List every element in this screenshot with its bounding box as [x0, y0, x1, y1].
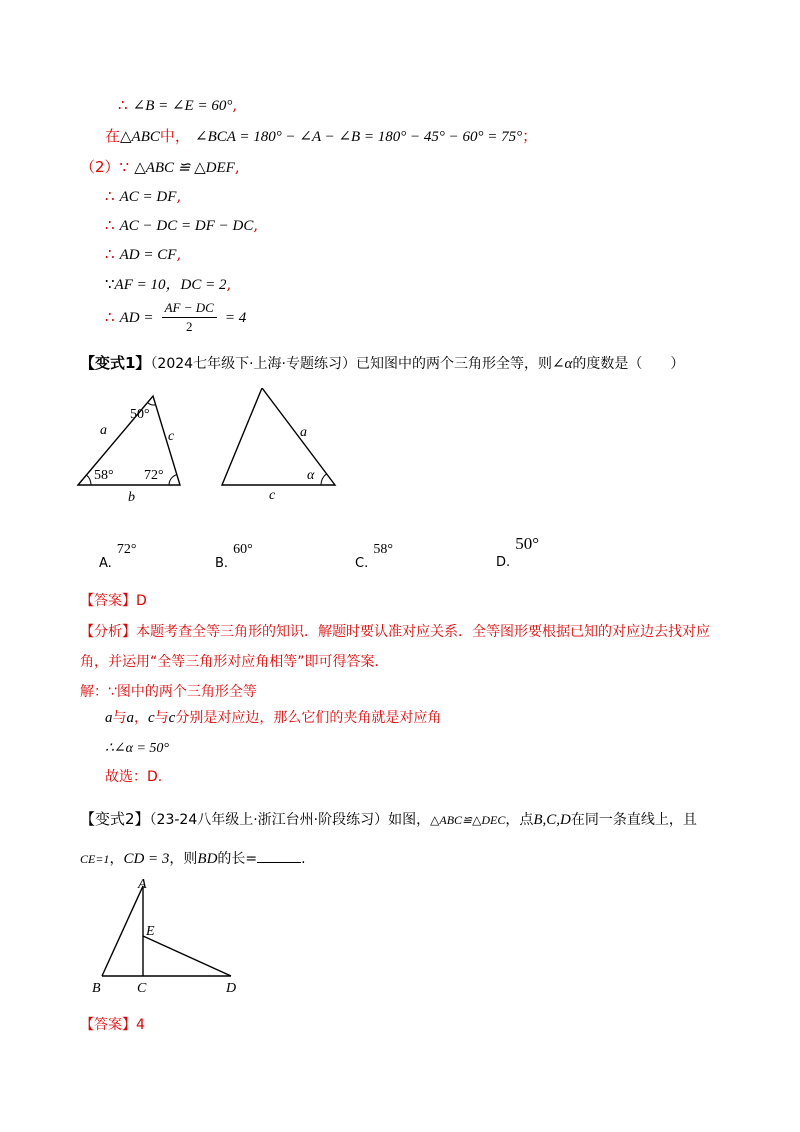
- left-angle-arc-58: [86, 475, 91, 485]
- solution-line-5: ∴ AC − DC = DF − DC,: [105, 216, 259, 234]
- variant2-question-line1: 【变式2】（23-24八年级上·浙江台州·阶段练习）如图，△ABC≌△DEC，点B,C,D在同一条直线上，且: [80, 810, 697, 828]
- variant1-solution-line4: 故选：D.: [105, 769, 163, 785]
- option-a[interactable]: $_{A.}$ 72°: [99, 542, 137, 571]
- right-side-c: c: [269, 488, 276, 503]
- label-50: 50°: [130, 407, 150, 422]
- variant1-analysis-line1: 【分析】本题考查全等三角形的知识．解题时要认准对应关系．全等图形要根据已知的对应边去找对应: [80, 624, 710, 640]
- solution-line-6: ∴ AD = CF,: [105, 245, 182, 263]
- left-side-a: a: [100, 423, 107, 438]
- point-B: B: [92, 981, 101, 996]
- option-c[interactable]: $_{C.}$ 58°: [355, 542, 393, 571]
- solution-line-7: ∵AF = 10，DC = 2,: [105, 275, 232, 293]
- solution-line-4: ∴ AC = DF,: [105, 187, 182, 205]
- variant1-question: 【变式1】（2024七年级下·上海·专题练习）已知图中的两个三角形全等，则∠α的度数是（ ）: [80, 354, 685, 372]
- line-AB: [102, 886, 143, 976]
- variant2-question-line2: CE=1，CD = 3，则BD的长= .: [80, 848, 306, 868]
- left-side-c: c: [168, 429, 175, 444]
- right-triangle: [222, 388, 335, 485]
- variant2-figure: [88, 872, 248, 997]
- answer-blank: [257, 848, 301, 863]
- variant2-answer: 【答案】4: [80, 1017, 145, 1033]
- variant1-solution-line2: a与a，c与c分别是对应边，那么它们的夹角就是对应角: [105, 710, 442, 726]
- variant1-solution-line3: ∴∠α = 50°: [105, 741, 170, 756]
- option-d[interactable]: $_{D.}$ 50°: [496, 534, 540, 570]
- solution-line-3: （2）∵ △ABC ≌ △DEF,: [80, 158, 240, 176]
- solution-line-1: ∴ ∠B = ∠E = 60°,: [118, 96, 238, 114]
- option-b[interactable]: $_{B.}$ 60°: [215, 542, 253, 571]
- solution-line-2: 在△ABC中， ∠BCA = 180° − ∠A − ∠B = 180° − 45° − 60° = 75°；: [105, 127, 538, 145]
- left-angle-arc-72: [169, 475, 177, 486]
- variant1-analysis-line2: 角，并运用“全等三角形对应角相等”即可得答案．: [80, 654, 389, 670]
- solution-line-8: ∴ AD = $\frac{AF - DC}{2}$ = 4: [105, 300, 247, 334]
- variant1-solution-line1: 解：∵图中的两个三角形全等: [80, 684, 257, 700]
- right-angle-arc-alpha: [321, 474, 327, 485]
- line-ED: [143, 936, 231, 976]
- label-58: 58°: [94, 468, 114, 483]
- left-side-b: b: [128, 490, 135, 503]
- fraction: $\frac{AF - DC}{2}$: [162, 300, 217, 335]
- variant1-figure: [70, 388, 350, 503]
- point-A: A: [138, 877, 147, 892]
- point-D: D: [226, 981, 237, 996]
- right-angle-alpha: α: [307, 468, 315, 483]
- variant1-answer: 【答案】D: [80, 593, 147, 609]
- point-C: C: [137, 981, 147, 996]
- label-72: 72°: [144, 468, 164, 483]
- point-E: E: [146, 924, 155, 939]
- right-side-a: a: [300, 425, 307, 440]
